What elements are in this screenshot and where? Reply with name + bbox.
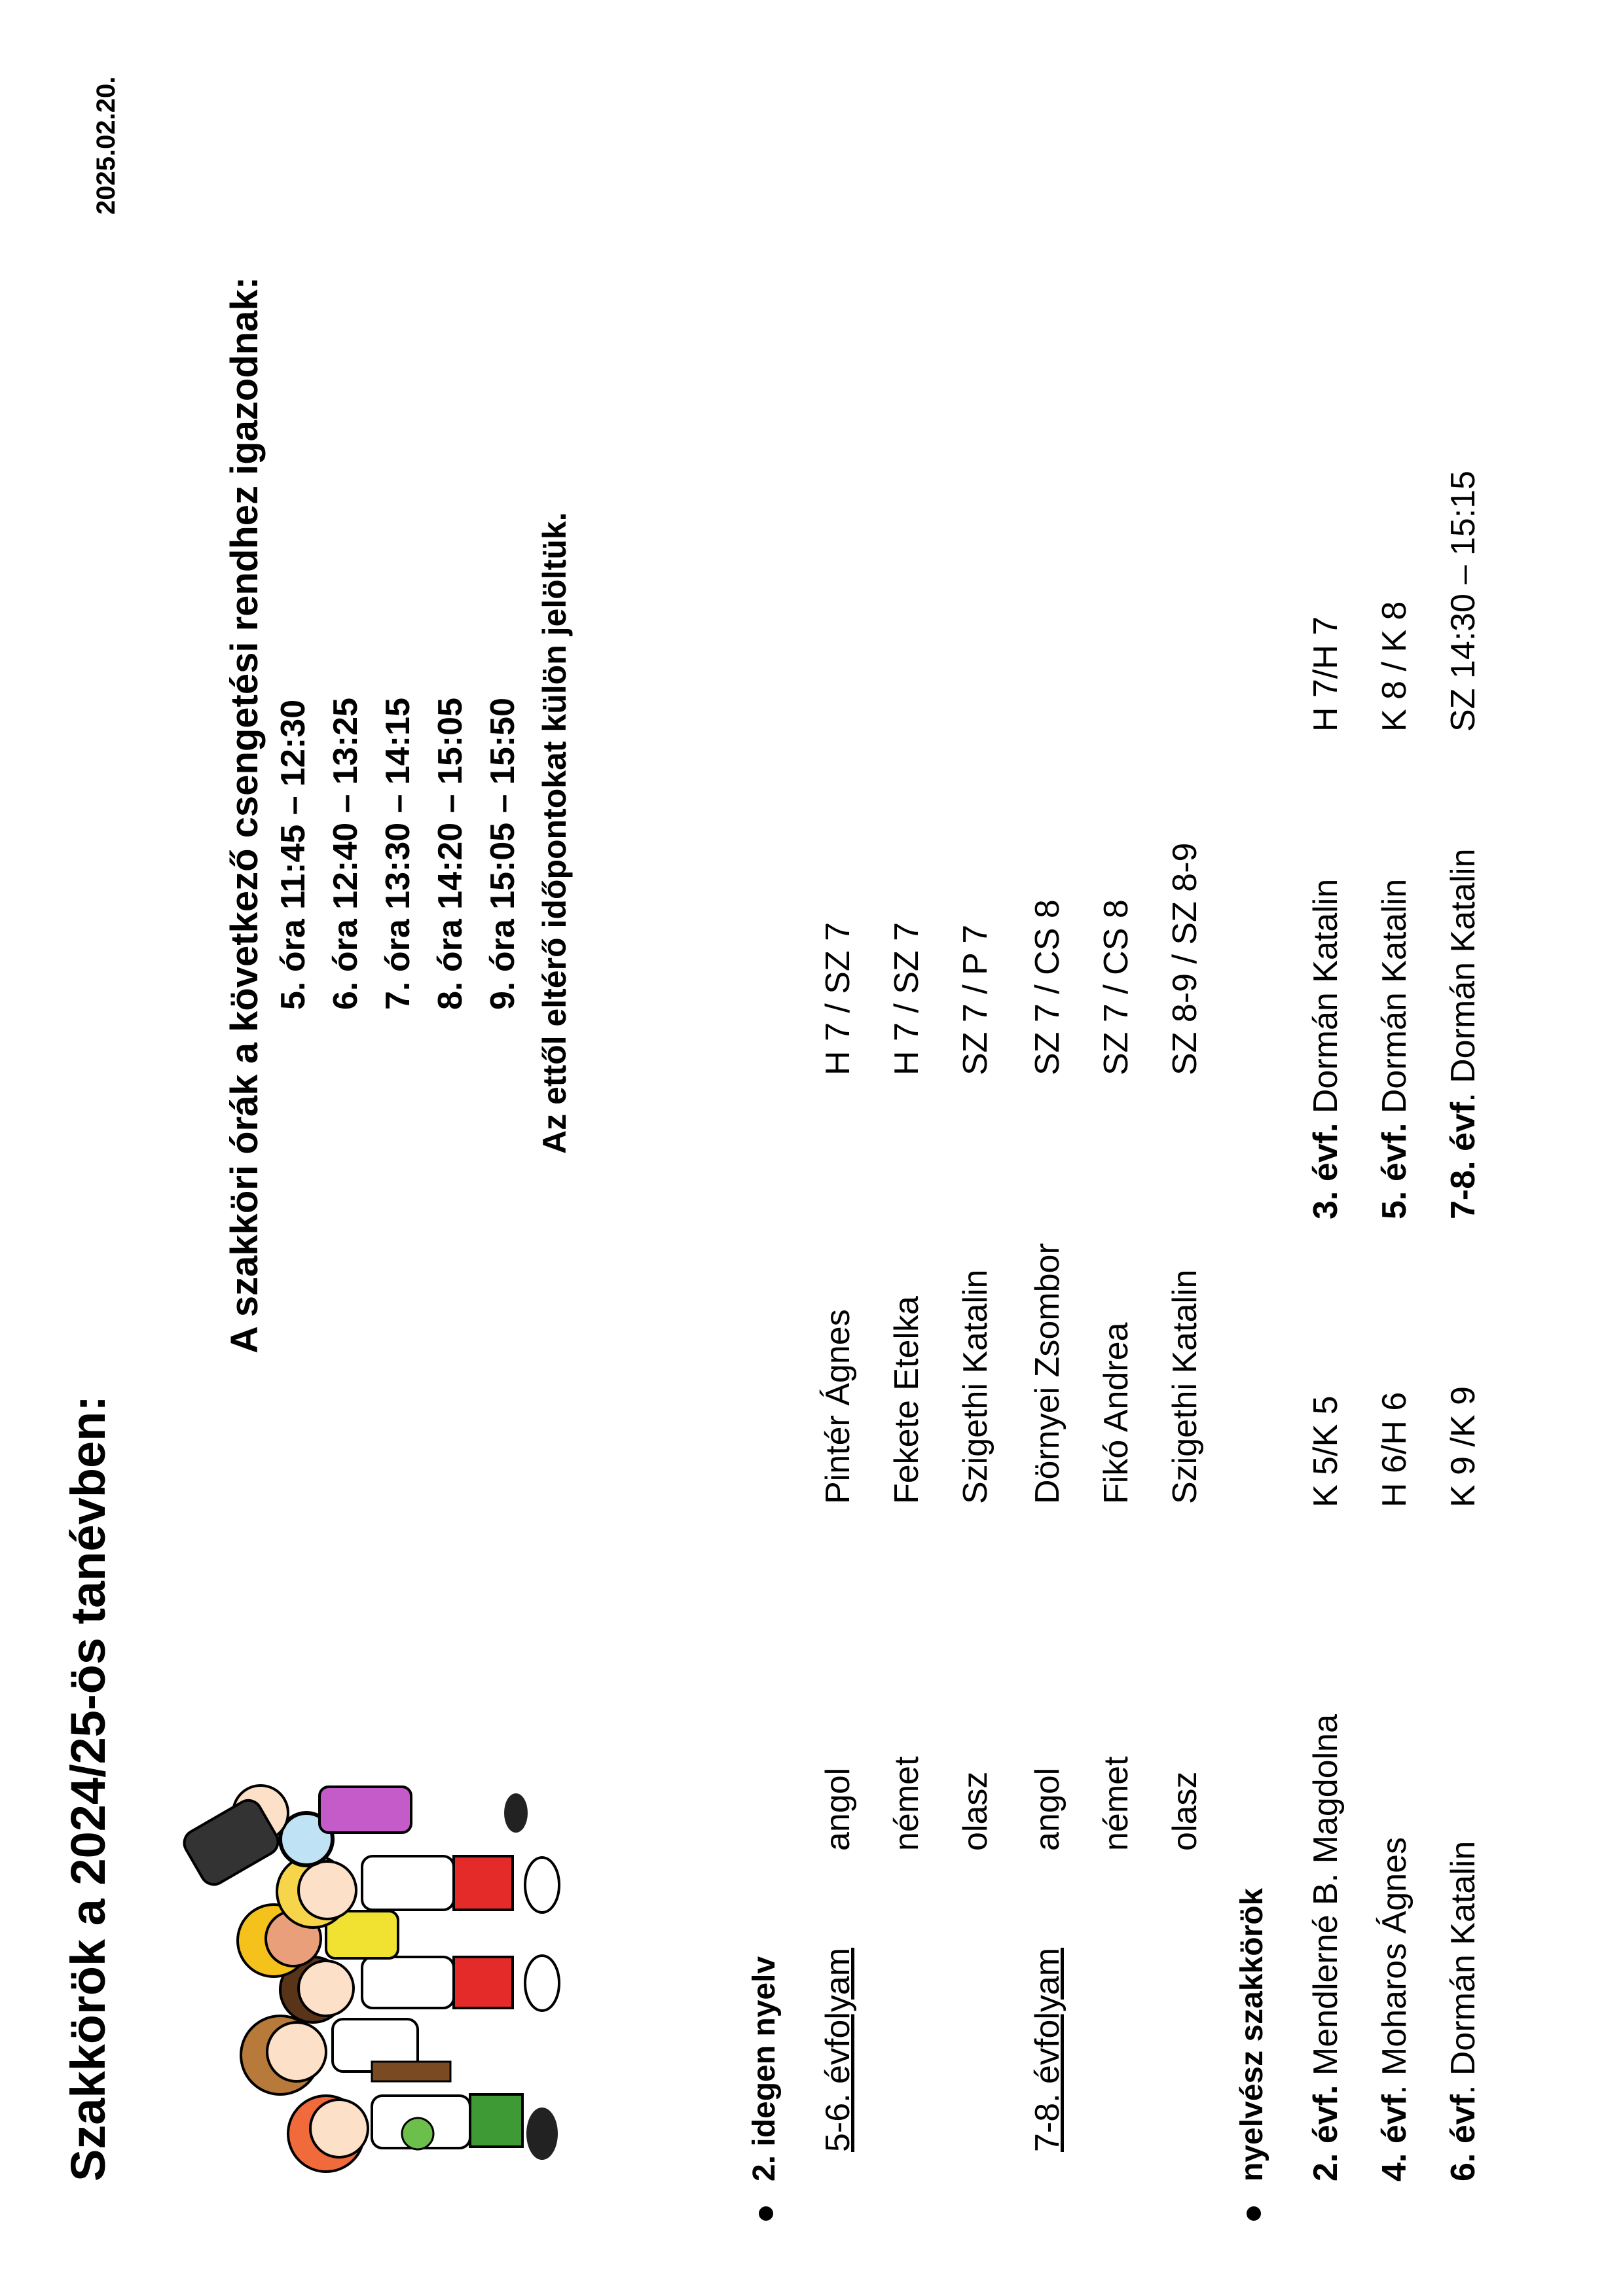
language-cell: német — [888, 1756, 926, 1851]
bullet-icon — [759, 2206, 773, 2221]
schedule-line: 9. óra 15:05 – 15:50 — [484, 697, 522, 1010]
section-heading-linguistics: nyelvész szakkörök — [1234, 1888, 1270, 2221]
language-cell: olasz — [957, 1771, 994, 1851]
schedule-line: 8. óra 14:20 – 15:05 — [431, 697, 469, 1010]
page-title: Szakkörök a 2024/25-ös tanévben: — [61, 1395, 115, 2181]
teacher-cell: Dörnyei Zsombor — [1029, 1243, 1067, 1504]
language-cell: német — [1097, 1756, 1135, 1851]
schedule-line: 6. óra 12:40 – 13:25 — [327, 697, 365, 1010]
teacher-cell: Fekete Etelka — [888, 1296, 926, 1504]
time-cell: K 5/K 5 — [1307, 1395, 1345, 1507]
time-cell: SZ 14:30 – 15:15 — [1444, 471, 1482, 732]
linguistics-row: 3. évf. Dormán Katalin — [1307, 878, 1345, 1219]
teacher-cell: Szigethi Katalin — [957, 1269, 994, 1504]
kids-group — [179, 1785, 559, 2172]
time-cell: H 6/H 6 — [1376, 1391, 1413, 1507]
linguistics-row: 2. évf. Mendlerné B. Magdolna — [1307, 1714, 1345, 2181]
section-heading-foreign-language: 2. idegen nyelv — [746, 1956, 782, 2221]
time-cell: K 9 /K 9 — [1444, 1386, 1482, 1507]
schedule-intro: A szakköri órák a következő csengetési rendhez igazodnak: — [223, 276, 266, 1354]
language-cell: angol — [1029, 1767, 1067, 1851]
schedule-note: Az ettől eltérő időpontokat külön jelöltük. — [536, 512, 573, 1154]
document-date: 2025.02.20. — [92, 76, 120, 215]
language-cell: olasz — [1166, 1771, 1204, 1851]
time-cell: H 7 / SZ 7 — [888, 922, 926, 1075]
schedule-line: 7. óra 13:30 – 14:15 — [379, 697, 417, 1010]
linguistics-row: 6. évf. Dormán Katalin — [1444, 1840, 1482, 2181]
teacher-cell: Fikó Andrea — [1097, 1322, 1135, 1504]
teacher-cell: Pintér Ágnes — [819, 1309, 857, 1504]
bullet-icon — [1247, 2206, 1261, 2221]
time-cell: SZ 7 / CS 8 — [1097, 899, 1135, 1075]
children-scientists-illustration — [175, 1784, 647, 2179]
linguistics-row: 4. évf. Moharos Ágnes — [1376, 1837, 1413, 2181]
time-cell: K 8 / K 8 — [1376, 601, 1413, 732]
teacher-cell: Szigethi Katalin — [1166, 1269, 1204, 1504]
linguistics-row: 5. évf. Dormán Katalin — [1376, 878, 1413, 1219]
time-cell: SZ 7 / P 7 — [957, 924, 994, 1075]
time-cell: SZ 7 / CS 8 — [1029, 899, 1067, 1075]
grade-label: 5-6. évfolyam — [819, 1947, 857, 2152]
time-cell: SZ 8-9 / SZ 8-9 — [1166, 842, 1204, 1075]
linguistics-row: 7-8. évf. Dormán Katalin — [1444, 848, 1482, 1219]
time-cell: H 7/H 7 — [1307, 616, 1345, 732]
grade-label: 7-8. évfolyam — [1029, 1947, 1067, 2152]
language-cell: angol — [819, 1767, 857, 1851]
schedule-line: 5. óra 11:45 – 12:30 — [274, 699, 312, 1010]
time-cell: H 7 / SZ 7 — [819, 922, 857, 1075]
